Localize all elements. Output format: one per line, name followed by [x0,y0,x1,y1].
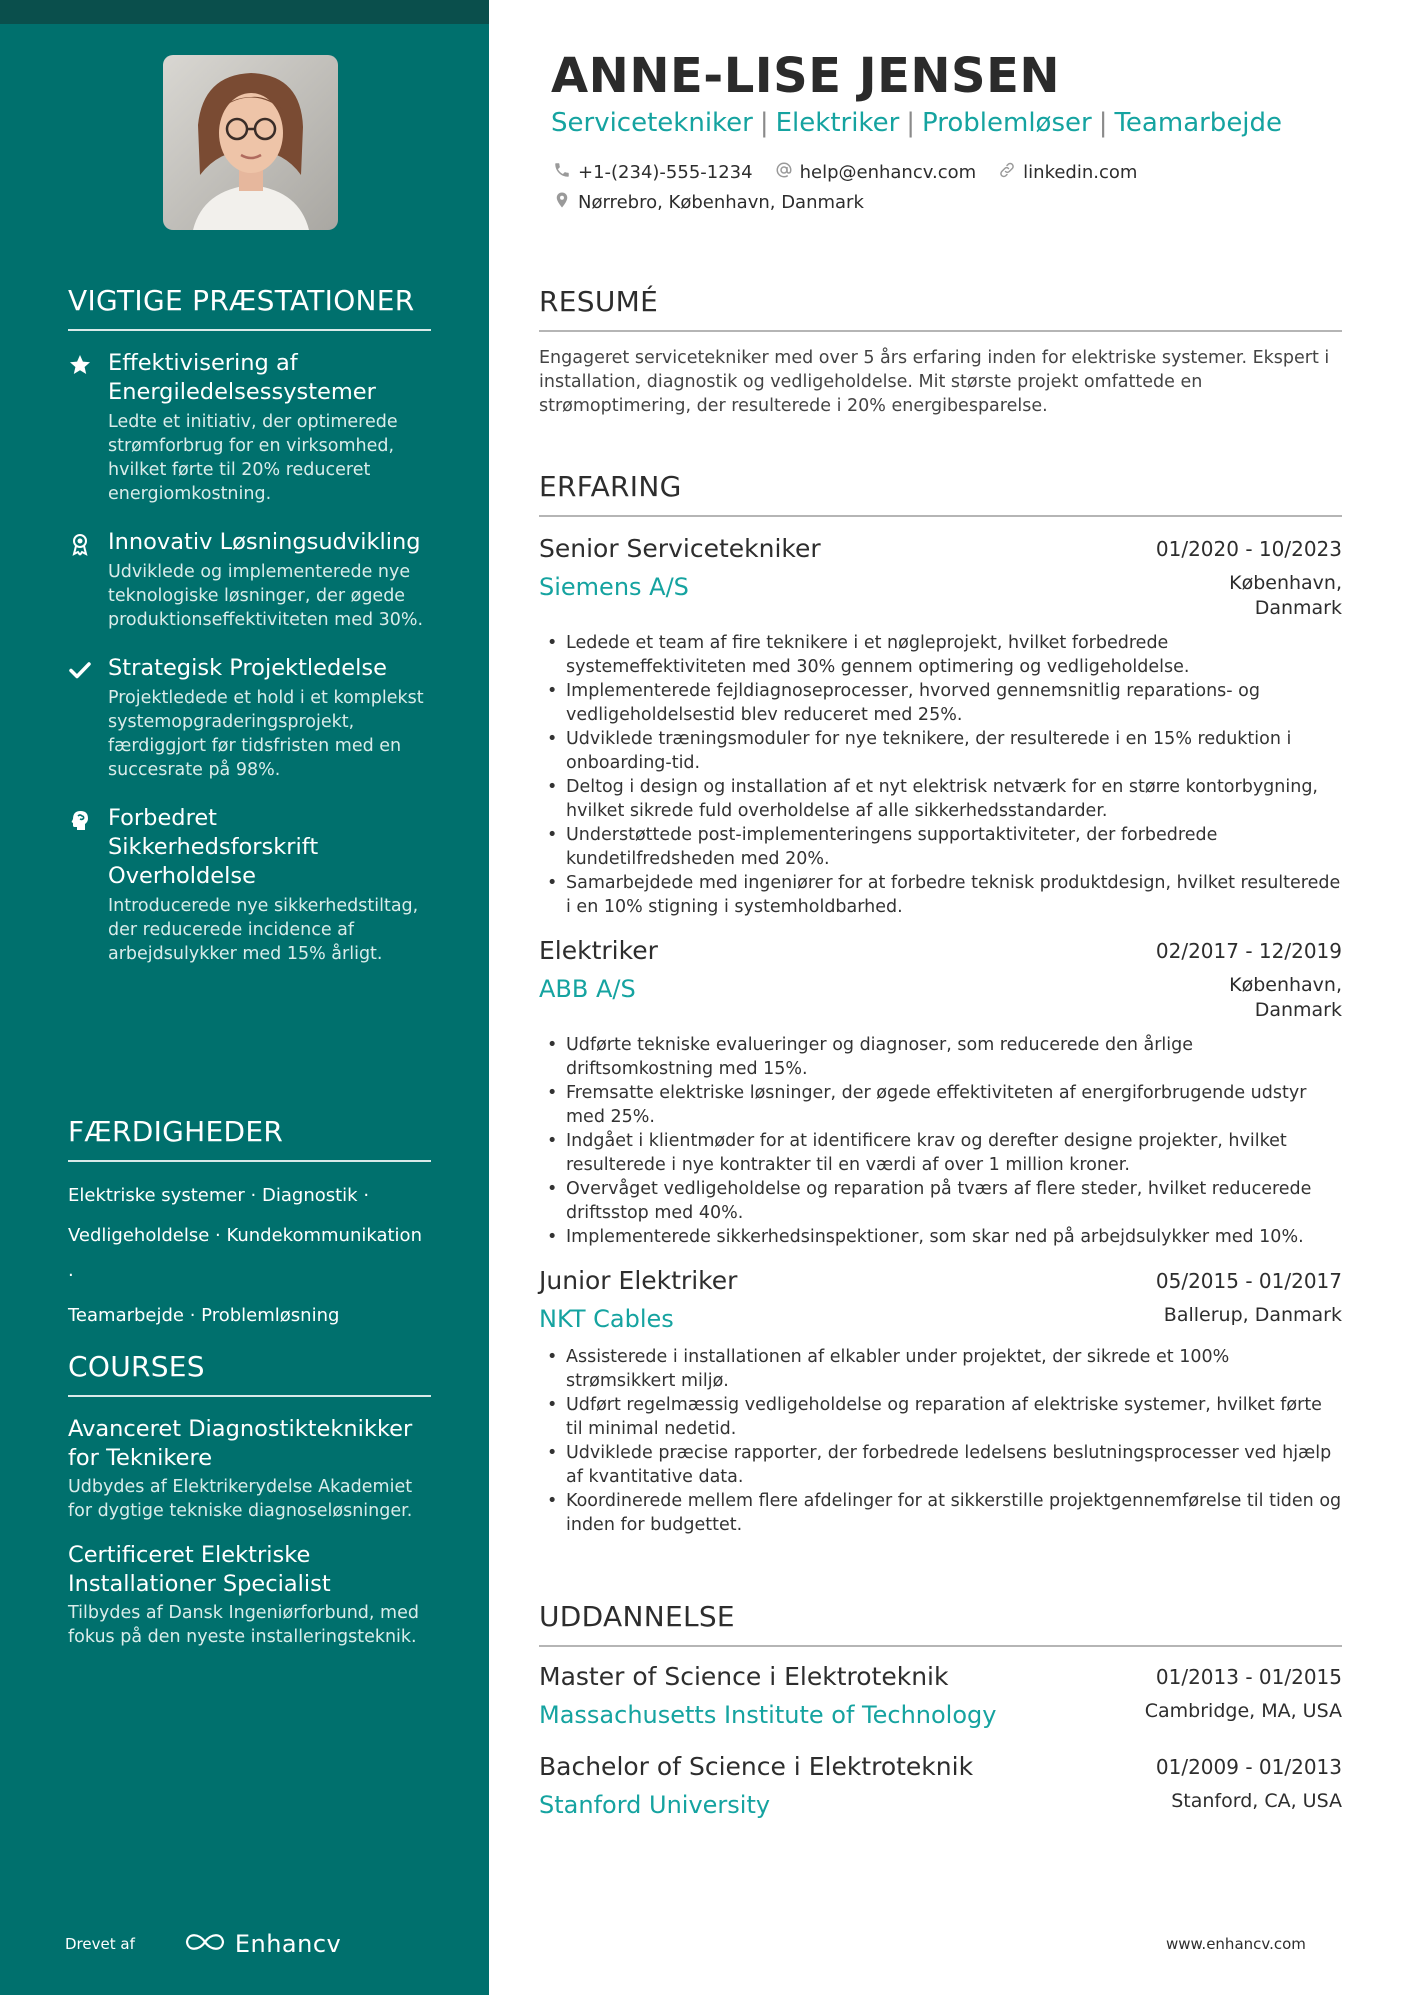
school-location: Cambridge, MA, USA [1144,1700,1342,1722]
course-desc: Tilbydes af Dansk Ingeniørforbund, med fokus på den nyeste installeringsteknik. [68,1603,419,1647]
role-title: Problemløser [922,108,1092,138]
job-entry [539,1265,1342,1537]
email-text: help@enhancv.com [799,162,977,183]
link-icon [998,161,1023,184]
job-bullets [539,1345,1342,1537]
job-location [1164,1303,1342,1328]
linkedin-contact[interactable] [998,161,1137,184]
achievements-section [68,284,431,966]
bullet-item: • Deltog i design og installation af et nyt elektrisk netværk for en større kontorbygning, hvilket sikrede fuld overholdelse af alle sikkerhedsstandarder. [539,775,1342,823]
achievement-item [68,528,431,632]
bullet-item: • Udviklede præcise rapporter, der forbedrede ledelsens beslutningsprocesser ved hjælp af kvantitative data. [539,1441,1342,1489]
powered-by-label: Drevet af [65,1935,135,1953]
job-location-line: Danmark [1254,597,1342,619]
checkmark-icon [68,658,92,682]
job-title: Senior Servicetekniker [539,534,821,563]
job-title: Elektriker [539,936,658,965]
bullet-item: • Understøttede post-implementeringens supportaktiviteter, der forbedrede kundetilfredsheden med 20%. [539,823,1342,871]
courses-section [68,1350,431,1649]
skills-line: Teamarbejde · Problemløsning [68,1305,340,1326]
company-name: NKT Cables [539,1305,674,1333]
bullet-item: • Udført regelmæssig vedligeholdelse og reparation af elektriske systemer, hvilket førte til minimal nedetid. [539,1393,1342,1441]
achievement-title: Forbedret Sikkerhedsforskrift Overholdelse [108,805,319,889]
skills-line: Vedligeholdelse · Kundekommunikation · [68,1225,422,1286]
star-icon [68,353,92,377]
company-name: ABB A/S [539,975,636,1003]
job-dates: 01/2020 - 10/2023 [1155,537,1342,561]
role-titles [551,108,1282,138]
course-desc: Udbydes af Elektrikerydelse Akademiet for dygtige tekniske diagnoseløsninger. [68,1477,413,1521]
brand-name: Enhancv [234,1930,342,1958]
achievement-desc: Introducerede nye sikkerhedstiltag, der reducerede incidence af arbejdsulykker med 15% årligt. [108,896,419,964]
contact-row [553,161,1159,184]
map-pin-icon [553,191,578,214]
achievement-title: Effektivisering af Energiledelsessystemer [108,350,376,405]
courses-heading: COURSES [68,1350,431,1397]
achievements-heading: VIGTIGE PRÆSTATIONER [68,284,431,331]
skills-heading: FÆRDIGHEDER [68,1115,431,1162]
powered-by [65,1930,341,1958]
phone-contact[interactable] [553,161,753,184]
sidebar-top-bar [0,0,489,24]
achievements-list [68,349,431,966]
achievement-title: Strategisk Projektledelse [108,655,387,681]
job-entry [539,533,1342,919]
achievement-item [68,804,431,966]
job-location-line: København, [1229,974,1342,996]
bullet-item: • Assisterede i installationen af elkabler under projektet, der sikrede et 100% strømsikkert miljø. [539,1345,1342,1393]
phone-text: +1-(234)-555-1234 [578,162,753,183]
school-name: Massachusetts Institute of Technology [539,1701,997,1729]
role-title: Teamarbejde [1114,108,1283,138]
sidebar [0,0,489,1995]
at-sign-icon [775,161,800,184]
skills-list [68,1176,431,1336]
achievement-desc: Projektledede et hold i et komplekst systemopgraderingsprojekt, færdiggjort før tidsfristen med en succesrate på 98%. [108,688,424,780]
achievement-desc: Ledte et initiativ, der optimerede strømforbrug for en virksomhed, hvilket førte til 20% reduceret energiomkostning. [108,412,398,504]
bullet-item: • Fremsatte elektriske løsninger, der øgede effektiviteten af energiforbrugende udstyr med 25%. [539,1081,1342,1129]
job-title: Junior Elektriker [539,1266,738,1295]
role-separator: | [906,108,916,138]
footer-url[interactable]: www.enhancv.com [1166,1935,1306,1953]
location-row [553,191,886,214]
award-ribbon-icon [68,532,92,556]
job-location-line: Danmark [1254,999,1342,1021]
summary-text: Engageret servicetekniker med over 5 års erfaring inden for elektriske systemer. Ekspert i installation, diagnostik og vedligeholdelse. Mit største projekt omfattede en strømoptimering, der resulterede i 20% energibesparelse. [539,348,1330,416]
education-entry [539,1751,1342,1821]
head-brain-icon [68,808,92,832]
job-location [1229,973,1342,1023]
company-name: Siemens A/S [539,573,689,601]
job-dates: 05/2015 - 01/2017 [1155,1269,1342,1293]
role-title: Servicetekniker [551,108,753,138]
job-bullets [539,631,1342,919]
location-text: Nørrebro, København, Danmark [578,192,864,213]
experience-heading: ERFARING [539,470,1342,517]
linkedin-text: linkedin.com [1023,162,1138,183]
infinity-logo-icon [183,1930,227,1958]
email-contact[interactable] [775,161,977,184]
achievement-title: Innovativ Løsningsudvikling [108,529,421,555]
bullet-item: • Overvåget vedligeholdelse og reparation på tværs af flere steder, hvilket reducerede driftsstop med 40%. [539,1177,1342,1225]
role-separator: | [759,108,769,138]
course-item [68,1541,431,1649]
role-title: Elektriker [775,108,900,138]
bullet-item: • Implementerede sikkerhedsinspektioner, som skar ned på arbejdsulykker med 10%. [539,1225,1342,1249]
education-section [539,1600,1342,1821]
school-name: Stanford University [539,1791,771,1819]
degree-title: Master of Science i Elektroteknik [539,1662,949,1691]
education-dates: 01/2009 - 01/2013 [1155,1755,1342,1779]
summary-heading: RESUMÉ [539,285,1342,332]
course-title: Certificeret Elektriske Installationer Specialist [68,1542,331,1597]
job-location [1229,571,1342,621]
candidate-name: ANNE-LISE JENSEN [551,48,1061,104]
job-entry [539,935,1342,1249]
location-contact [553,191,864,214]
experience-section [539,470,1342,1537]
bullet-item: • Udviklede træningsmoduler for nye teknikere, der resulterede i en 15% reduktion i onboarding-tid. [539,727,1342,775]
job-location-line: København, [1229,572,1342,594]
achievement-item [68,654,431,782]
education-dates: 01/2013 - 01/2015 [1155,1665,1342,1689]
bullet-item: • Indgået i klientmøder for at identificere krav og derefter designe projekter, hvilket resulterede i nye kontrakter til en værdi af over 1 million kroner. [539,1129,1342,1177]
bullet-item: • Udførte tekniske evalueringer og diagnoser, som reducerede den årlige driftsomkostning med 15%. [539,1033,1342,1081]
job-dates: 02/2017 - 12/2019 [1155,939,1342,963]
phone-icon [553,161,578,184]
enhancv-logo[interactable] [183,1930,341,1958]
school-location: Stanford, CA, USA [1171,1790,1342,1812]
role-separator: | [1098,108,1108,138]
achievement-desc: Udviklede og implementerede nye teknologiske løsninger, der øgede produktionseffektiviteten med 30%. [108,562,424,630]
bullet-item: • Ledede et team af fire teknikere i et nøgleprojekt, hvilket forbedrede systemeffektiviteten med 30% gennem optimering og vedligeholdelse. [539,631,1342,679]
bullet-item: • Koordinerede mellem flere afdelinger for at sikkerstille projektgennemførelse til tiden og inden for budgettet. [539,1489,1342,1537]
bullet-item: • Implementerede fejldiagnoseprocesser, hvorved gennemsnitlig reparations- og vedligeholdelsestid blev reduceret med 25%. [539,679,1342,727]
achievement-item [68,349,431,506]
course-item [68,1415,431,1523]
degree-title: Bachelor of Science i Elektroteknik [539,1752,974,1781]
course-title: Avanceret Diagnostikteknikker for Teknikere [68,1416,413,1471]
skills-line: Elektriske systemer · Diagnostik · [68,1185,370,1206]
job-bullets [539,1033,1342,1249]
profile-photo [163,55,338,230]
skills-section [68,1115,431,1336]
education-entry [539,1661,1342,1731]
bullet-item: • Samarbejdede med ingeniører for at forbedre teknisk produktdesign, hvilket resulterede i en 10% stigning i systemholdbarhed. [539,871,1342,919]
job-location-line: Ballerup, Danmark [1163,1304,1342,1326]
education-heading: UDDANNELSE [539,1600,1342,1647]
summary-section [539,285,1342,418]
